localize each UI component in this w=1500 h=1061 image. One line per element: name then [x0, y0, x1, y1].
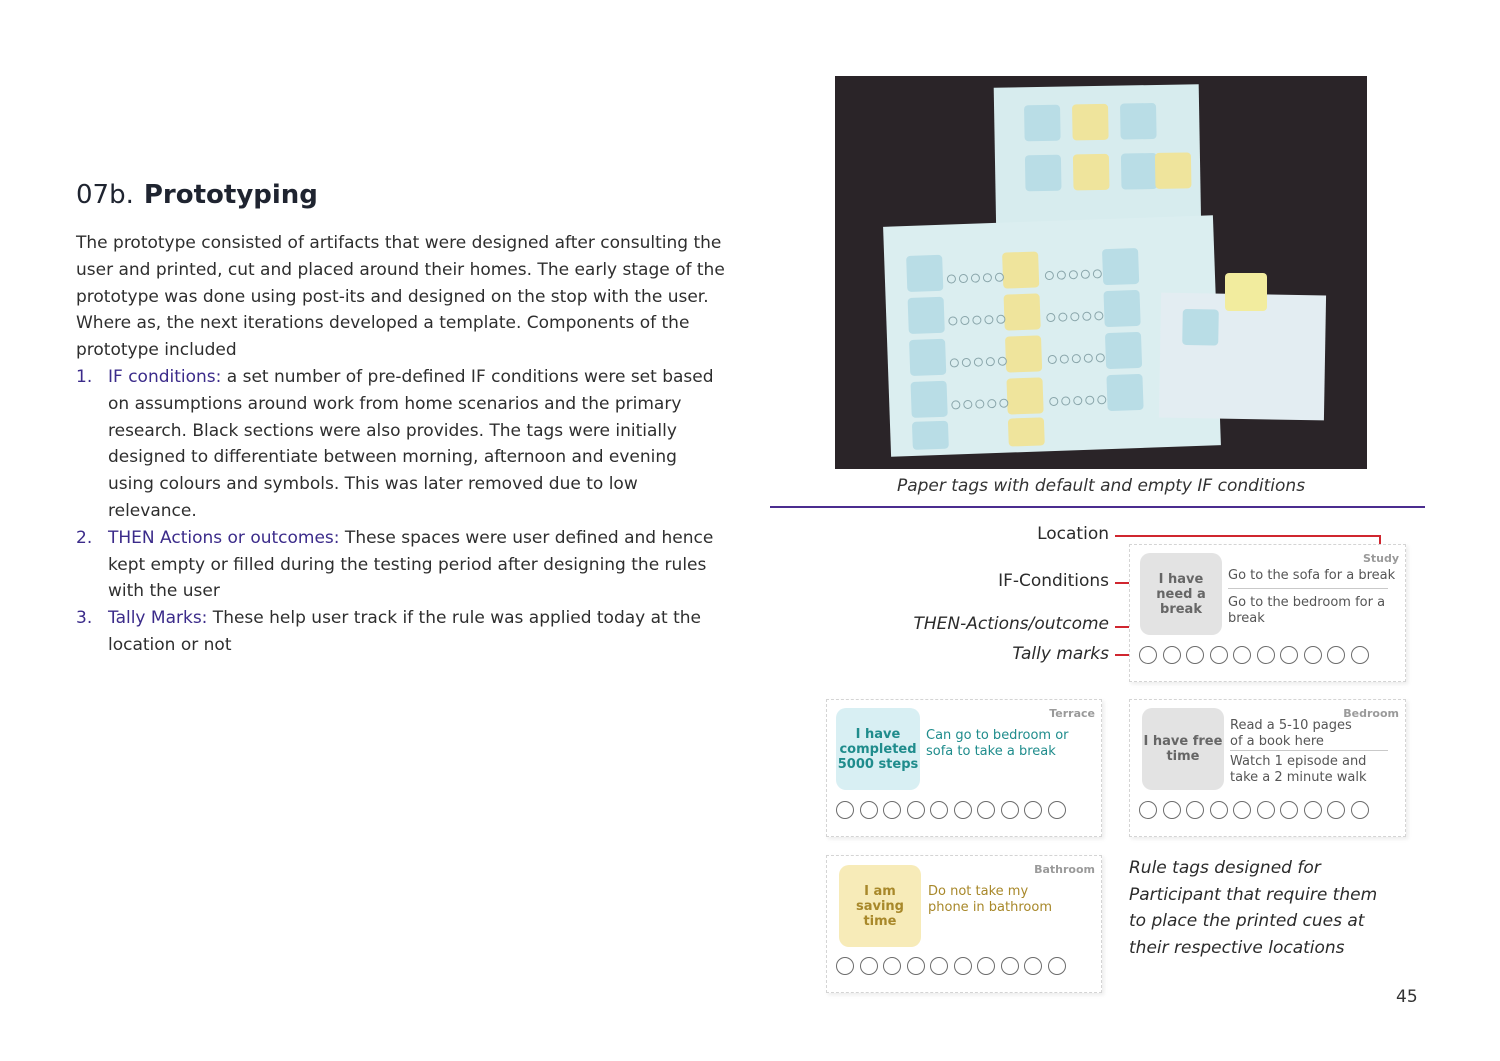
rule-tags-caption: Rule tags designed for Participant that require them to place the printed cues at their respective locations [1129, 858, 1378, 958]
tally-marks [836, 801, 1066, 819]
photo-tag [1121, 153, 1158, 190]
card-then-action: Go to the sofa for a break [1228, 568, 1396, 583]
components-list [76, 364, 726, 659]
list-item [76, 364, 726, 525]
intro-paragraph: The prototype consisted of artifacts that were designed after consulting the user and printed, cut and placed around their homes. The early stage of the prototype was done using post-its and designed on the stop with the user. Where as, the next iterations developed a template. Components of the prototype included [76, 233, 725, 361]
card-then-action: Watch 1 episode and take a 2 minute walk [1230, 754, 1367, 785]
annotation-then-actions: THEN-Actions/outcome [913, 614, 1109, 634]
section-heading [76, 180, 318, 210]
body-text [76, 230, 726, 659]
card-separator [1230, 750, 1388, 751]
photo-tally [1049, 395, 1106, 406]
photo-tag [1005, 335, 1042, 372]
card-then-action: Do not take my phone in bathroom [928, 884, 1052, 915]
page-number: 45 [1396, 987, 1418, 1007]
list-number: 1. [76, 366, 93, 387]
photo-tag [1120, 103, 1157, 140]
photo-tally [951, 399, 1008, 410]
list-term: Tally Marks: [108, 608, 208, 629]
photo-tag [1102, 248, 1139, 285]
photo-tag [906, 255, 943, 292]
photo-tag [1006, 377, 1043, 414]
tally-marks [1139, 646, 1369, 664]
photo-tally [1048, 353, 1105, 364]
photo-tag [1182, 309, 1219, 346]
card-location-label: Bathroom [1034, 863, 1095, 876]
list-item [76, 525, 726, 605]
rule-card-terrace [826, 699, 1102, 837]
photo-tag [1025, 155, 1062, 192]
tally-marks [1139, 801, 1369, 819]
photo-tag [1072, 104, 1109, 141]
photo-tag [1155, 152, 1192, 189]
card-if-condition: I have need a break [1140, 553, 1222, 635]
card-location-label: Terrace [1049, 707, 1095, 720]
rule-card-bedroom [1129, 699, 1406, 837]
list-term: THEN Actions or outcomes: [108, 527, 340, 548]
photo-tag [911, 381, 948, 418]
list-text: a set number of pre-defined IF conditions were set based on assumptions around work from home scenarios and the primary research. Black sections were also provides. The tags were initially designed to differentiate between morning, afternoon and evening using colours and symbols. This was later removed due to low relevance. [108, 366, 714, 521]
card-then-action: Read a 5-10 pages of a book here [1230, 718, 1352, 749]
photo-tag [1073, 154, 1110, 191]
photo-tally [1045, 269, 1102, 280]
photo-tag [908, 297, 945, 334]
photo-tag [912, 421, 949, 450]
photo-tag [1024, 105, 1061, 142]
card-if-condition: I have free time [1142, 708, 1224, 790]
list-term: IF conditions: [108, 366, 222, 387]
list-number: 2. [76, 527, 93, 548]
section-divider [770, 506, 1425, 508]
tally-marks [836, 957, 1066, 975]
leader-line-location [1115, 535, 1381, 537]
photo-caption: Paper tags with default and empty IF conditions [896, 476, 1306, 496]
card-separator [1228, 588, 1388, 589]
photo-tag [1103, 290, 1140, 327]
list-text: These spaces were user defined and hence kept empty or filled during the testing period after designing the rules with the user [108, 527, 714, 602]
card-if-condition: I have completed 5000 steps [836, 708, 920, 790]
photo-envelope [1159, 293, 1326, 421]
section-title: Prototyping [143, 180, 318, 210]
photo-tag [1105, 332, 1142, 369]
card-then-action: Go to the bedroom for a break [1228, 595, 1386, 626]
card-then-action: Can go to bedroom or sofa to take a break [926, 728, 1069, 759]
photo-tally [950, 357, 1007, 368]
annotation-if-conditions: IF-Conditions [998, 571, 1109, 591]
photo-tag [1008, 417, 1045, 446]
rule-card-study [1129, 544, 1406, 682]
photo-tag [909, 339, 946, 376]
card-location-label: Study [1362, 552, 1399, 565]
photo-postit [1225, 273, 1267, 311]
card-if-condition: I am saving time [839, 865, 921, 947]
photo-sheet-top [994, 84, 1202, 238]
card-location-label: Bedroom [1343, 707, 1399, 720]
paper-tags-photo [835, 76, 1367, 469]
photo-tag [1002, 251, 1039, 288]
photo-tag [1106, 374, 1143, 411]
list-text: These help user track if the rule was applied today at the location or not [108, 608, 702, 655]
photo-tally [948, 315, 1005, 326]
photo-tally [1046, 311, 1103, 322]
section-number: 07b. [76, 180, 134, 210]
list-item [76, 605, 726, 659]
annotation-location: Location [1037, 524, 1109, 544]
rule-card-bathroom [826, 855, 1102, 993]
photo-tag [1004, 293, 1041, 330]
annotation-tally-marks: Tally marks [1012, 644, 1109, 664]
list-number: 3. [76, 608, 93, 629]
photo-tally [947, 273, 1004, 284]
